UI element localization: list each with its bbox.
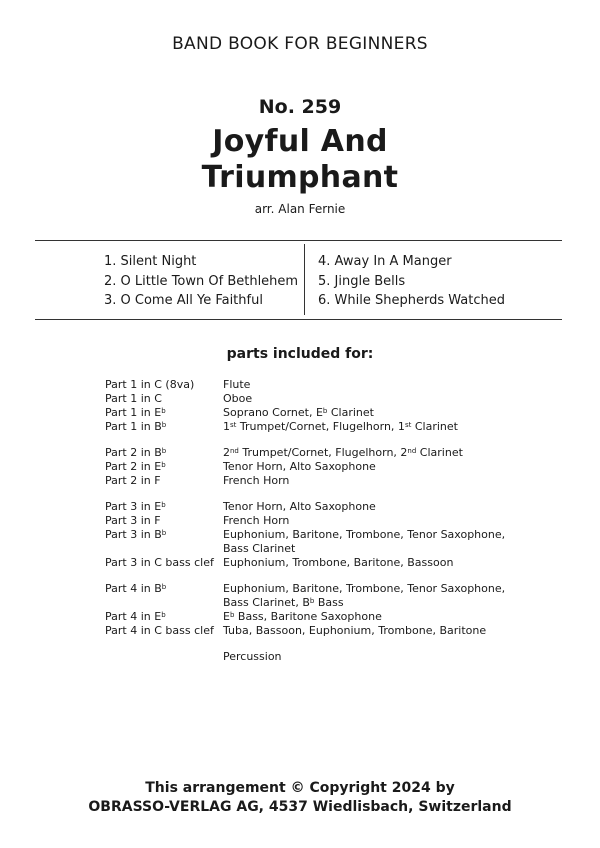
instrument-text: Trumpet/Cornet, Flugelhorn, 1 (236, 420, 405, 433)
copyright-line: This arrangement © Copyright 2024 by (145, 780, 455, 796)
flat-sign: b (161, 461, 166, 469)
part-key (105, 500, 223, 514)
instrument-text: Clarinet (416, 446, 463, 459)
part-row (105, 514, 523, 528)
ordinal-suffix: st (230, 421, 237, 429)
part-instruments: French Horn (223, 474, 290, 487)
top-divider (35, 240, 562, 241)
column-divider (304, 244, 305, 315)
song-item: 6. While Shepherds Watched (318, 293, 505, 308)
flat-sign: b (161, 611, 166, 619)
part-instruments: Oboe (223, 392, 253, 405)
part-row (105, 556, 523, 570)
part-key: Part 2 in F (105, 474, 161, 487)
part-instruments (223, 446, 523, 460)
ordinal-suffix: st (404, 421, 412, 429)
part-key (105, 582, 223, 610)
part-instruments: Tenor Horn, Alto Saxophone (223, 460, 376, 473)
song-item: 3. O Come All Ye Faithful (104, 293, 263, 308)
flat-sign: b (309, 597, 315, 605)
part-key-text: Part 1 in B (105, 420, 162, 433)
part-key (105, 610, 223, 624)
part-key: Part 3 in C bass clef (105, 556, 214, 569)
part-key: Part 3 in F (105, 514, 161, 527)
part-instruments (223, 528, 523, 556)
part-row (105, 624, 523, 638)
part-instruments: Flute (223, 378, 251, 391)
song-item: 4. Away In A Manger (318, 254, 452, 269)
instrument-text: E (223, 610, 230, 623)
part-row (105, 392, 523, 406)
flat-sign: b (161, 421, 167, 429)
part-row (105, 474, 523, 488)
part-row (105, 500, 523, 514)
part-instruments (223, 420, 523, 434)
part-row (105, 446, 523, 460)
piece-title (0, 124, 600, 196)
part-instruments (223, 610, 523, 624)
song-list-left (104, 252, 298, 311)
part-row (105, 610, 523, 624)
part-key-text: Part 2 in B (105, 446, 162, 459)
instrument-text: Bass (314, 596, 344, 609)
parts-list (105, 378, 523, 664)
part-instruments: Tuba, Bassoon, Euphonium, Trombone, Baritone (223, 624, 487, 637)
instrument-text: Soprano Cornet, E (223, 406, 323, 419)
part-key: Part 4 in C bass clef (105, 624, 214, 637)
part-key (105, 650, 223, 664)
series-title: BAND BOOK FOR BEGINNERS (172, 34, 428, 54)
flat-sign: b (161, 583, 167, 591)
part-key-text: Part 3 in B (105, 528, 162, 541)
instrument-text: Bass Clarinet (223, 542, 296, 555)
part-key (105, 406, 223, 420)
part-key (105, 528, 223, 556)
part-key (105, 460, 223, 474)
song-item: 5. Jingle Bells (318, 273, 406, 289)
instrument-text: Bass, Baritone Saxophone (234, 610, 382, 623)
instrument-text: 1 (223, 420, 230, 433)
song-list-right (318, 252, 505, 311)
instrument-text: Clarinet (327, 406, 374, 419)
part-key (105, 420, 223, 434)
part-key: Part 1 in C (105, 392, 162, 405)
instrument-text: Bass Clarinet, B (223, 596, 310, 609)
flat-sign: b (161, 447, 167, 455)
song-item: 2. O Little Town Of Bethlehem (104, 273, 299, 289)
part-instruments (223, 582, 523, 610)
flat-sign: b (161, 529, 167, 537)
title-line-1: Joyful And (212, 124, 388, 159)
instrument-text: Euphonium, Baritone, Trombone, Tenor Saxophone, (223, 528, 506, 541)
flat-sign: b (322, 407, 328, 415)
part-row (105, 460, 523, 474)
part-row (105, 650, 523, 664)
parts-heading: parts included for: (226, 346, 374, 362)
instrument-text: Euphonium, Baritone, Trombone, Tenor Saxophone, (223, 582, 506, 595)
instrument-text: Trumpet/Cornet, Flugelhorn, 2 (238, 446, 408, 459)
song-item: 1. Silent Night (104, 254, 197, 269)
part-row (105, 528, 523, 556)
part-row (105, 378, 523, 392)
part-key-text: Part 1 in E (105, 406, 162, 419)
part-key-text: Part 2 in E (105, 460, 162, 473)
part-key: Part 1 in C (8va) (105, 378, 195, 391)
instrument-text (223, 596, 523, 610)
instrument-text: 2 (223, 446, 230, 459)
flat-sign: b (229, 611, 235, 619)
title-line-2: Triumphant (201, 160, 399, 195)
part-key-text: Part 4 in E (105, 610, 162, 623)
part-row (105, 420, 523, 434)
ordinal-suffix: nd (230, 447, 239, 455)
copyright-footer (0, 779, 600, 817)
percussion-label: Percussion (223, 650, 282, 663)
catalog-number: No. 259 (258, 96, 342, 118)
part-instruments (223, 406, 523, 420)
part-row (105, 406, 523, 420)
bottom-divider (35, 319, 562, 320)
publisher-line: OBRASSO-VERLAG AG, 4537 Wiedlisbach, Switzerland (88, 799, 512, 815)
part-instruments: Tenor Horn, Alto Saxophone (223, 500, 376, 513)
flat-sign: b (161, 407, 166, 415)
part-key-text: Part 4 in B (105, 582, 162, 595)
part-instruments: French Horn (223, 514, 290, 527)
part-key-text: Part 3 in E (105, 500, 162, 513)
part-key (105, 446, 223, 460)
part-row (105, 582, 523, 610)
flat-sign: b (161, 501, 166, 509)
instrument-text: Clarinet (411, 420, 458, 433)
part-instruments: Euphonium, Trombone, Baritone, Bassoon (223, 556, 454, 569)
ordinal-suffix: nd (407, 447, 417, 455)
arranger: arr. Alan Fernie (254, 202, 346, 216)
